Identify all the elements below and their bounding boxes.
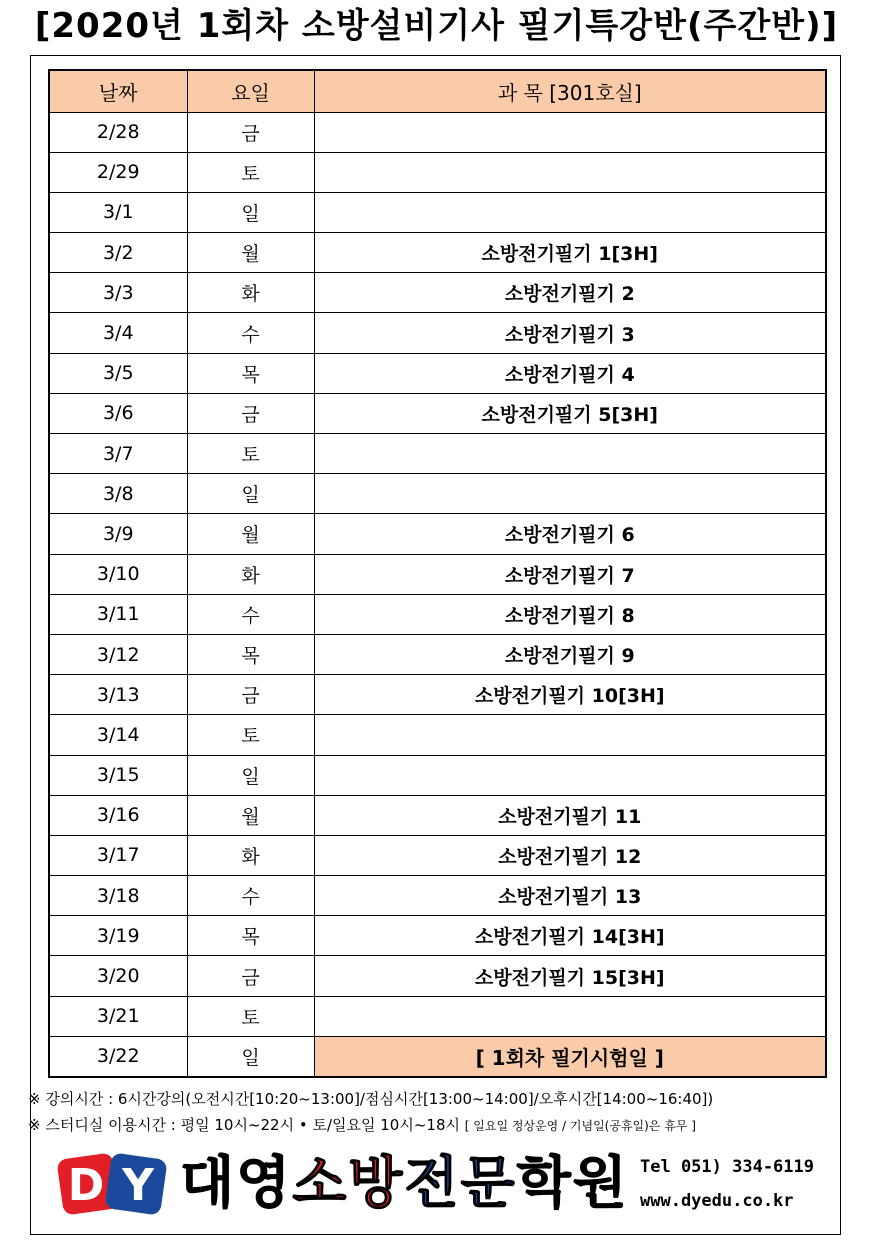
table-row (49, 795, 826, 835)
day-cell: 화 (187, 273, 314, 313)
day-cell: 일 (187, 192, 314, 232)
date-cell: 3/10 (49, 554, 187, 594)
logo-letter-d: D (67, 1160, 105, 1211)
table-row (49, 755, 826, 795)
day-cell: 토 (187, 434, 314, 474)
day-cell: 금 (187, 956, 314, 996)
date-cell: 3/2 (49, 233, 187, 273)
lecture-time-note: ※ 강의시간 : 6시간강의(오전시간[10:20~13:00]/점심시간[13:00~14:00]/오후시간[14:00~16:40]) (28, 1090, 714, 1108)
table-row (49, 916, 826, 956)
subject-cell: 소방전기필기 1[3H] (314, 233, 826, 273)
date-cell: 3/18 (49, 876, 187, 916)
subject-cell: 소방전기필기 5[3H] (314, 393, 826, 433)
subject-cell (314, 715, 826, 755)
table-row (49, 554, 826, 594)
study-room-hours: ※ 스터디실 이용시간 : 평일 10시~22시 • 토/일요일 10시~18시 (28, 1116, 460, 1134)
schedule-table (48, 69, 827, 1078)
day-cell: 수 (187, 313, 314, 353)
header-day: 요일 (187, 70, 314, 112)
day-cell: 일 (187, 1036, 314, 1076)
logo-letter-y: Y (122, 1160, 154, 1211)
date-cell: 3/16 (49, 795, 187, 835)
table-row (49, 715, 826, 755)
subject-cell: 소방전기필기 9 (314, 634, 826, 674)
date-cell: 3/1 (49, 192, 187, 232)
table-row (49, 273, 826, 313)
subject-cell (314, 192, 826, 232)
date-cell: 3/7 (49, 434, 187, 474)
subject-cell: 소방전기필기 8 (314, 594, 826, 634)
phone-number: Tel 051) 334-6119 (640, 1157, 814, 1177)
subject-cell (314, 112, 826, 152)
date-cell: 3/15 (49, 755, 187, 795)
day-cell: 일 (187, 755, 314, 795)
academy-brand (180, 1150, 629, 1218)
website-link[interactable]: www.dyedu.co.kr (640, 1191, 794, 1211)
contact-info (640, 1150, 840, 1218)
subject-cell (314, 755, 826, 795)
day-cell: 토 (187, 996, 314, 1036)
subject-cell: 소방전기필기 2 (314, 273, 826, 313)
table-row (49, 233, 826, 273)
date-cell: 3/6 (49, 393, 187, 433)
date-cell: 3/3 (49, 273, 187, 313)
study-room-holiday-note: [ 일요일 정상운영 / 기념일(공휴일)은 휴무 ] (464, 1119, 696, 1133)
day-cell: 목 (187, 634, 314, 674)
subject-cell (314, 996, 826, 1036)
subject-cell: 소방전기필기 7 (314, 554, 826, 594)
table-row (49, 594, 826, 634)
day-cell: 수 (187, 876, 314, 916)
day-cell: 금 (187, 112, 314, 152)
table-row (49, 835, 826, 875)
header-subject: 과 목 [301호실] (314, 70, 826, 112)
brand-part-1: 대영 (180, 1151, 293, 1216)
table-row (49, 876, 826, 916)
date-cell: 3/22 (49, 1036, 187, 1076)
date-cell: 2/28 (49, 112, 187, 152)
subject-cell: 소방전기필기 6 (314, 514, 826, 554)
table-row (49, 996, 826, 1036)
subject-cell: 소방전기필기 15[3H] (314, 956, 826, 996)
subject-cell: 소방전기필기 3 (314, 313, 826, 353)
date-cell: 3/13 (49, 675, 187, 715)
day-cell: 일 (187, 474, 314, 514)
day-cell: 월 (187, 795, 314, 835)
day-cell: 목 (187, 353, 314, 393)
day-cell: 금 (187, 675, 314, 715)
subject-cell (314, 434, 826, 474)
day-cell: 토 (187, 715, 314, 755)
date-cell: 2/29 (49, 152, 187, 192)
table-row (49, 112, 826, 152)
day-cell: 목 (187, 916, 314, 956)
day-cell: 토 (187, 152, 314, 192)
table-row (49, 1036, 826, 1076)
day-cell: 화 (187, 835, 314, 875)
subject-cell: [ 1회차 필기시험일 ] (314, 1036, 826, 1076)
page-title: [2020년 1회차 소방설비기사 필기특강반(주간반)] (34, 6, 839, 46)
day-cell: 수 (187, 594, 314, 634)
table-row (49, 634, 826, 674)
subject-cell: 소방전기필기 11 (314, 795, 826, 835)
date-cell: 3/12 (49, 634, 187, 674)
table-row (49, 675, 826, 715)
table-row (49, 313, 826, 353)
table-row (49, 474, 826, 514)
table-row (49, 434, 826, 474)
table-header-row (49, 70, 826, 112)
date-cell: 3/20 (49, 956, 187, 996)
date-cell: 3/5 (49, 353, 187, 393)
date-cell: 3/14 (49, 715, 187, 755)
table-row (49, 393, 826, 433)
subject-cell: 소방전기필기 4 (314, 353, 826, 393)
subject-cell: 소방전기필기 12 (314, 835, 826, 875)
study-room-note (28, 1112, 843, 1139)
subject-cell: 소방전기필기 14[3H] (314, 916, 826, 956)
brand-part-4: 학원 (516, 1151, 629, 1216)
header-date: 날짜 (49, 70, 187, 112)
schedule-body (49, 112, 826, 1077)
dy-logo (56, 1150, 168, 1218)
day-cell: 월 (187, 233, 314, 273)
notes (28, 1086, 843, 1139)
table-row (49, 152, 826, 192)
table-row (49, 192, 826, 232)
day-cell: 금 (187, 393, 314, 433)
table-row (49, 956, 826, 996)
day-cell: 화 (187, 554, 314, 594)
subject-cell: 소방전기필기 13 (314, 876, 826, 916)
date-cell: 3/9 (49, 514, 187, 554)
brand-part-2: 소방 (292, 1151, 405, 1216)
subject-cell (314, 152, 826, 192)
day-cell: 월 (187, 514, 314, 554)
date-cell: 3/4 (49, 313, 187, 353)
date-cell: 3/11 (49, 594, 187, 634)
subject-cell: 소방전기필기 10[3H] (314, 675, 826, 715)
table-row (49, 353, 826, 393)
table-row (49, 514, 826, 554)
date-cell: 3/8 (49, 474, 187, 514)
brand-part-3: 전문 (404, 1151, 517, 1216)
subject-cell (314, 474, 826, 514)
date-cell: 3/21 (49, 996, 187, 1036)
date-cell: 3/17 (49, 835, 187, 875)
date-cell: 3/19 (49, 916, 187, 956)
